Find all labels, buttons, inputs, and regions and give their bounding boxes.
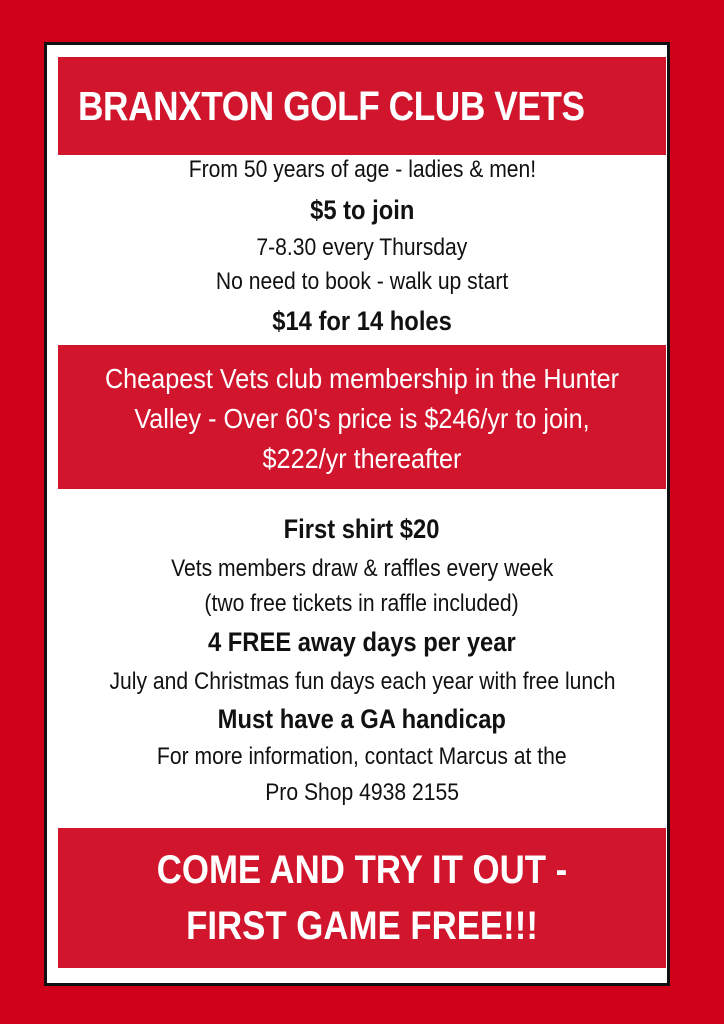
schedule: 7-8.30 every Thursday xyxy=(256,234,468,261)
fun-days-line: July and Christmas fun days each year with free lunch xyxy=(109,668,615,695)
age-requirement: From 50 years of age - ladies & men! xyxy=(188,156,536,183)
handicap-requirement: Must have a GA handicap xyxy=(217,704,507,734)
raffles-line: Vets members draw & raffles every week xyxy=(170,555,554,582)
call-to-action: COME AND TRY IT OUT - FIRST GAME FREE!!! xyxy=(156,848,568,948)
raffle-tickets-line: (two free tickets in raffle included) xyxy=(204,590,520,617)
membership-banner xyxy=(58,345,666,489)
call-to-action-banner xyxy=(58,828,666,968)
away-days: 4 FREE away days per year xyxy=(208,627,516,657)
shirt-price: First shirt $20 xyxy=(284,514,440,544)
round-fee: $14 for 14 holes xyxy=(272,306,452,336)
membership-note: Cheapest Vets club membership in the Hunter Valley - Over 60's price is $246/yr to join, $222/yr thereafter xyxy=(104,363,620,474)
flyer-title: BRANXTON GOLF CLUB VETS xyxy=(78,82,585,129)
pro-shop-phone: Pro Shop 4938 2155 xyxy=(265,779,459,806)
contact-line: For more information, contact Marcus at the xyxy=(157,743,567,770)
join-fee: $5 to join xyxy=(309,195,415,225)
title-banner xyxy=(58,57,666,155)
booking-note: No need to book - walk up start xyxy=(215,268,509,295)
